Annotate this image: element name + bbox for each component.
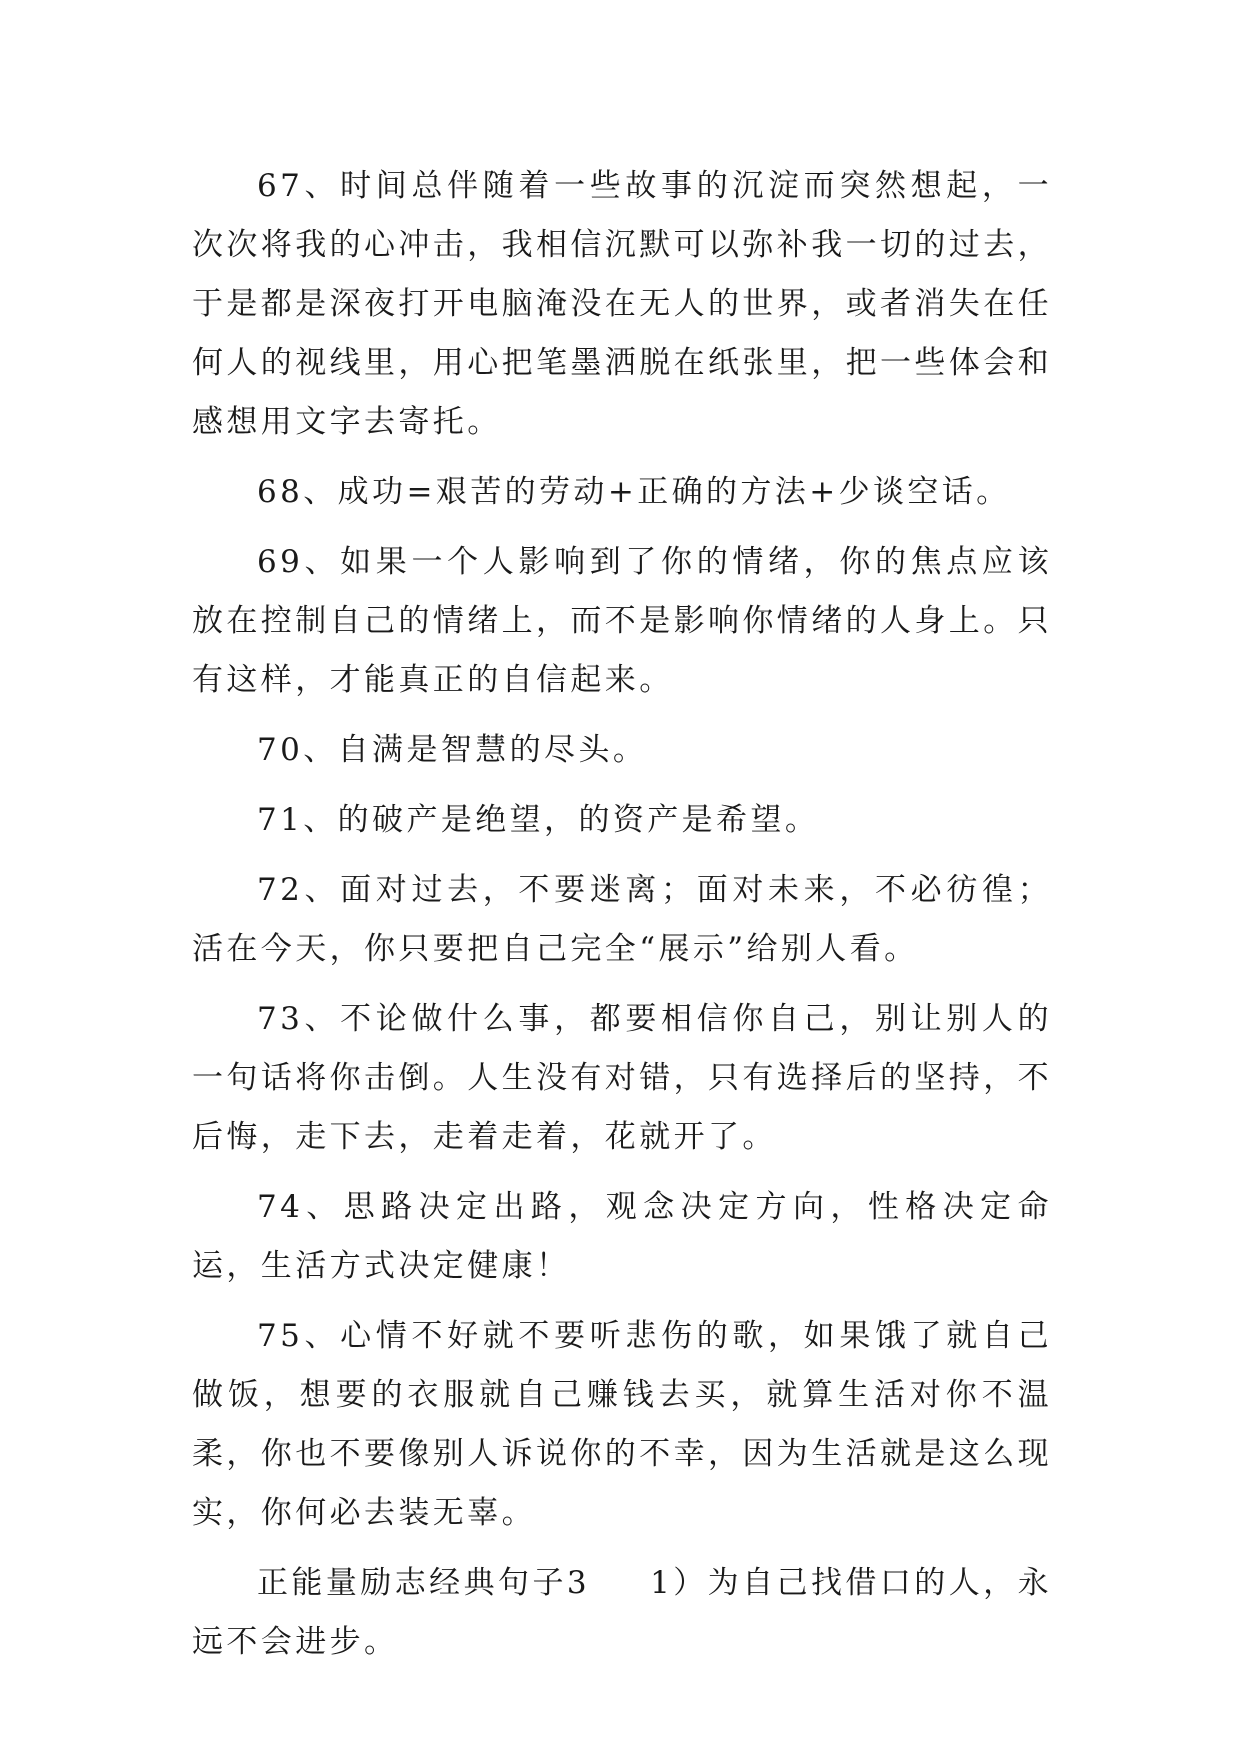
paragraph-67: 67、时间总伴随着一些故事的沉淀而突然想起，一次次将我的心冲击，我相信沉默可以弥补我一切的过去，于是都是深夜打开电脑淹没在无人的世界，或者消失在任何人的视线里，用心把笔墨洒脱在纸张里，把一些体会和感想用文字去寄托。 [192,168,1052,440]
section-heading: 正能量励志经典句子3 [257,1565,591,1601]
paragraph-68: 68、成功=艰苦的劳动+正确的方法+少谈空话。 [257,474,1011,510]
paragraph-75: 75、心情不好就不要听悲伤的歌，如果饿了就自己做饭，想要的衣服就自己赚钱去买，就算生活对你不温柔，你也不要像别人诉说你的不幸，因为生活就是这么现实，你何必去装无辜。 [192,1318,1052,1531]
paragraph-74: 74、思路决定出路，观念决定方向，性格决定命运，生活方式决定健康！ [192,1189,1052,1284]
section-first-item: 1）为自己找借口的人，永远不会进步。 [192,1565,1052,1660]
document-page [192,157,1052,1683]
paragraph-72: 72、面对过去，不要迷离；面对未来，不必彷徨；活在今天，你只要把自己完全“展示”给别人看。 [192,872,1052,967]
paragraph-70: 70、自满是智慧的尽头。 [257,732,648,768]
paragraph-71: 71、的破产是绝望，的资产是希望。 [257,802,820,838]
paragraph-69: 69、如果一个人影响到了你的情绪，你的焦点应该放在控制自己的情绪上，而不是影响你情绪的人身上。只有这样，才能真正的自信起来。 [192,544,1052,698]
section-paragraph [192,1554,1052,1672]
paragraph-73: 73、不论做什么事，都要相信你自己，别让别人的一句话将你击倒。人生没有对错，只有选择后的坚持，不后悔，走下去，走着走着，花就开了。 [192,1001,1052,1155]
